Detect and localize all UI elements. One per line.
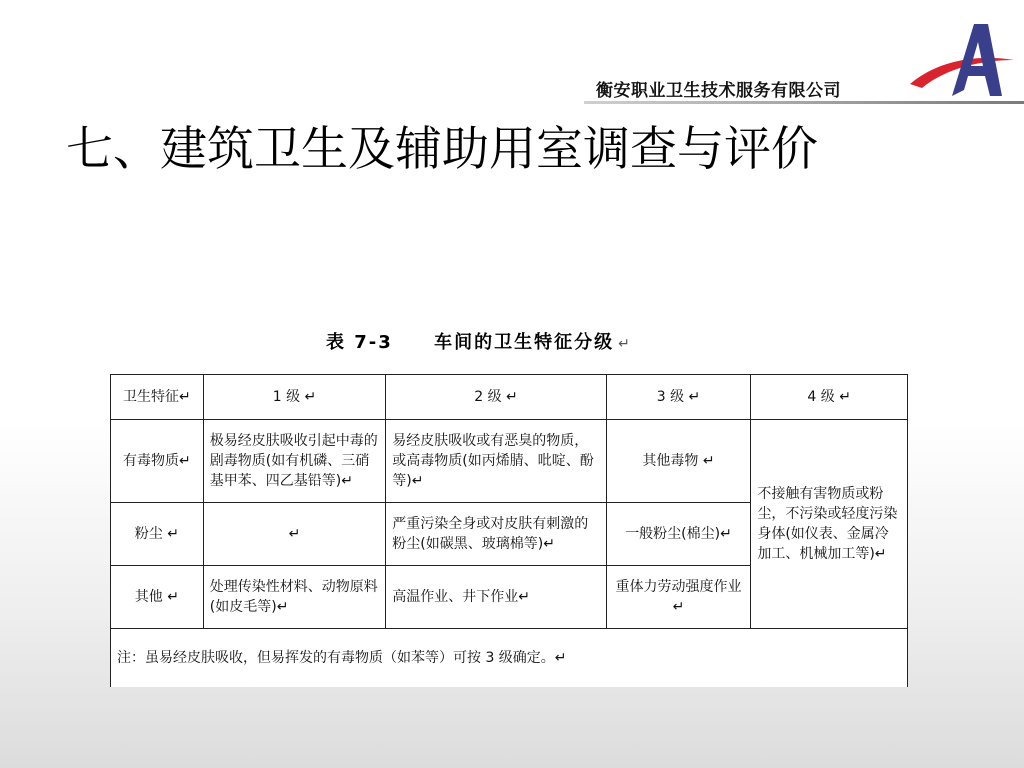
return-mark: ↵ [618, 336, 632, 352]
table-cell: 处理传染性材料、动物原料(如皮毛等)↵ [203, 566, 386, 629]
table-cell: 易经皮肤吸收或有恶臭的物质，或高毒物质(如丙烯腈、吡啶、酚等)↵ [386, 420, 606, 503]
header-divider [584, 101, 1024, 104]
table-cell: 极易经皮肤吸收引起中毒的剧毒物质(如有机磷、三硝基甲苯、四乙基铅等)↵ [203, 420, 386, 503]
hygiene-grade-table [110, 374, 908, 687]
table-caption-text: 表 7-3 车间的卫生特征分级 [326, 332, 615, 353]
level4-merged-cell: 不接触有害物质或粉尘，不污染或轻度污染身体(如仪表、金属冷加工、机械加工等)↵ [751, 420, 908, 629]
table-cell: 其他毒物 ↵ [606, 420, 751, 503]
row-label: 粉尘 ↵ [111, 503, 204, 566]
header-cell: 卫生特征↵ [111, 375, 204, 420]
row-label: 其他 ↵ [111, 566, 204, 629]
slide-title: 七、建筑卫生及辅助用室调查与评价 [66, 122, 818, 177]
table-header-row [111, 375, 908, 420]
company-logo [908, 20, 1016, 100]
header-cell: 3 级 ↵ [606, 375, 751, 420]
header-cell: 4 级 ↵ [751, 375, 908, 420]
table-note: 注：虽易经皮肤吸收，但易挥发的有毒物质（如苯等）可按 3 级确定。↵ [111, 629, 908, 688]
table-cell: 高温作业、井下作业↵ [386, 566, 606, 629]
row-label: 有毒物质↵ [111, 420, 204, 503]
table-caption [326, 328, 632, 354]
header-cell: 1 级 ↵ [203, 375, 386, 420]
table-cell: 严重污染全身或对皮肤有刺激的粉尘(如碳黑、玻璃棉等)↵ [386, 503, 606, 566]
table-cell: 重体力劳动强度作业 ↵ [606, 566, 751, 629]
header-cell: 2 级 ↵ [386, 375, 606, 420]
table-note-row [111, 629, 908, 688]
table-cell: ↵ [203, 503, 386, 566]
table-row [111, 420, 908, 503]
table-cell: 一般粉尘(棉尘)↵ [606, 503, 751, 566]
company-name: 衡安职业卫生技术服务有限公司 [596, 81, 841, 101]
